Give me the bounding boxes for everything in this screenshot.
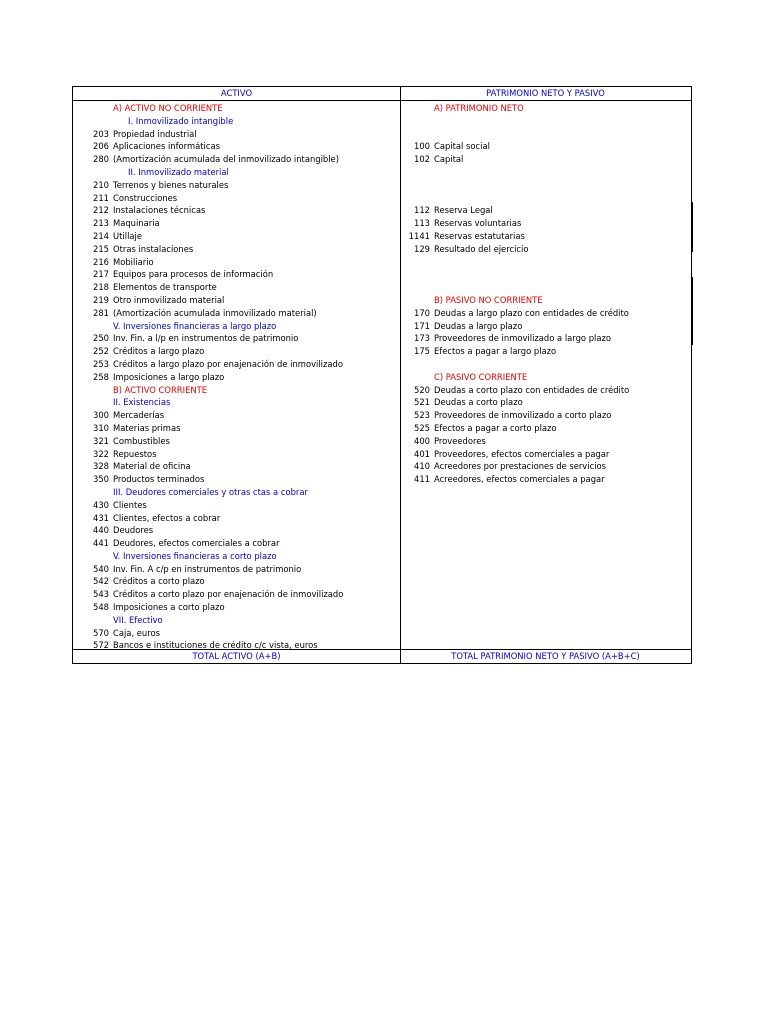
balance-sheet-table bbox=[72, 86, 692, 664]
account-code: 113 bbox=[414, 218, 430, 229]
account-name: Inv. Fin. a l/p en instrumentos de patrimonio bbox=[113, 333, 299, 344]
section-heading bbox=[73, 550, 400, 563]
account-row bbox=[400, 345, 691, 358]
account-row bbox=[73, 422, 400, 435]
account-code: 543 bbox=[93, 589, 109, 600]
account-row bbox=[73, 281, 400, 294]
activo-column bbox=[73, 87, 401, 663]
account-code: 102 bbox=[414, 154, 430, 165]
account-row bbox=[73, 268, 400, 281]
account-code: 218 bbox=[93, 282, 109, 293]
account-code: 175 bbox=[414, 346, 430, 357]
account-name: Deudas a largo plazo con entidades de crédito bbox=[434, 307, 629, 318]
account-code: 310 bbox=[93, 422, 109, 433]
account-name: Reservas estatutarias bbox=[434, 230, 525, 241]
account-row bbox=[400, 153, 691, 166]
section-heading bbox=[73, 166, 400, 179]
account-name: Otro inmovilizado material bbox=[113, 294, 225, 305]
account-name: Créditos a largo plazo bbox=[113, 346, 205, 357]
account-row bbox=[400, 384, 691, 397]
section-label: A) ACTIVO NO CORRIENTE bbox=[113, 103, 223, 113]
account-name: Productos terminados bbox=[113, 474, 205, 485]
section-label: A) PATRIMONIO NETO bbox=[434, 103, 524, 113]
account-row bbox=[73, 499, 400, 512]
account-row bbox=[73, 448, 400, 461]
account-name: Deudas a corto plazo bbox=[434, 397, 523, 408]
account-row bbox=[400, 230, 691, 243]
account-name: Acreedores, efectos comerciales a pagar bbox=[434, 474, 605, 485]
account-code: 401 bbox=[414, 448, 430, 459]
section-label: VII. Efectivo bbox=[113, 614, 163, 625]
account-name: Instalaciones técnicas bbox=[113, 205, 206, 216]
account-name: Proveedores bbox=[434, 435, 486, 446]
account-code: 280 bbox=[93, 154, 109, 165]
account-code: 212 bbox=[93, 205, 109, 216]
section-heading bbox=[73, 115, 400, 128]
activo-header: ACTIVO bbox=[73, 87, 400, 101]
account-row bbox=[400, 332, 691, 345]
account-name: Créditos a corto plazo bbox=[113, 576, 205, 587]
account-row bbox=[73, 601, 400, 614]
account-name: Construcciones bbox=[113, 192, 178, 203]
account-row bbox=[73, 563, 400, 576]
activo-rows bbox=[73, 101, 400, 652]
account-code: 440 bbox=[93, 525, 109, 536]
section-label: III. Deudores comerciales y otras ctas a cobrar bbox=[113, 486, 308, 497]
account-row bbox=[73, 332, 400, 345]
section-heading bbox=[73, 384, 400, 397]
account-row bbox=[73, 435, 400, 448]
account-name: Utillaje bbox=[113, 230, 143, 241]
account-name: Efectos a pagar a corto plazo bbox=[434, 422, 557, 433]
account-code: 213 bbox=[93, 218, 109, 229]
blank-row bbox=[400, 179, 691, 192]
account-code: 173 bbox=[414, 333, 430, 344]
account-row bbox=[400, 140, 691, 153]
account-code: 328 bbox=[93, 461, 109, 472]
account-code: 250 bbox=[93, 333, 109, 344]
account-name: Acreedores por prestaciones de servicios bbox=[434, 461, 607, 472]
account-row bbox=[73, 307, 400, 320]
account-name: Clientes bbox=[113, 499, 147, 510]
account-code: 441 bbox=[93, 538, 109, 549]
account-code: 300 bbox=[93, 410, 109, 421]
section-label: II. Inmovilizado material bbox=[128, 166, 229, 177]
account-code: 322 bbox=[93, 448, 109, 459]
account-code: 170 bbox=[414, 307, 430, 318]
account-name: (Amortización acumulada inmovilizado material) bbox=[113, 307, 317, 318]
account-code: 215 bbox=[93, 243, 109, 254]
account-name: Inv. Fin. A c/p en instrumentos de patrimonio bbox=[113, 563, 302, 574]
blank-row bbox=[400, 358, 691, 371]
account-code: 542 bbox=[93, 576, 109, 587]
account-code: 210 bbox=[93, 179, 109, 190]
right-border-mark-1 bbox=[692, 202, 694, 252]
section-heading bbox=[73, 614, 400, 627]
account-name: Material de oficina bbox=[113, 461, 191, 472]
account-row bbox=[400, 460, 691, 473]
account-code: 411 bbox=[414, 474, 430, 485]
account-row bbox=[73, 153, 400, 166]
account-row bbox=[73, 460, 400, 473]
account-name: Propiedad industrial bbox=[113, 128, 197, 139]
account-code: 321 bbox=[93, 435, 109, 446]
account-name: Maquinaria bbox=[113, 218, 160, 229]
account-row bbox=[73, 294, 400, 307]
account-name: (Amortización acumulada del inmovilizado intangible) bbox=[113, 154, 339, 165]
account-code: 572 bbox=[93, 640, 109, 651]
section-heading bbox=[73, 102, 400, 115]
account-code: 216 bbox=[93, 256, 109, 267]
blank-row bbox=[400, 256, 691, 269]
pasivo-column bbox=[400, 87, 691, 663]
account-row bbox=[73, 140, 400, 153]
account-code: 206 bbox=[93, 141, 109, 152]
account-code: 100 bbox=[414, 141, 430, 152]
account-row bbox=[73, 512, 400, 525]
account-code: 1141 bbox=[408, 230, 430, 241]
account-row bbox=[400, 217, 691, 230]
account-name: Capital bbox=[434, 154, 464, 165]
account-name: Deudas a largo plazo bbox=[434, 320, 523, 331]
account-row bbox=[400, 320, 691, 333]
section-label: V. Inversiones financieras a corto plazo bbox=[113, 550, 277, 561]
account-code: 281 bbox=[93, 307, 109, 318]
account-name: Bancos e instituciones de crédito c/c vista, euros bbox=[113, 640, 318, 651]
account-code: 520 bbox=[414, 384, 430, 395]
account-name: Deudores bbox=[113, 525, 154, 536]
account-code: 219 bbox=[93, 294, 109, 305]
account-row bbox=[400, 448, 691, 461]
section-label: B) ACTIVO CORRIENTE bbox=[113, 384, 208, 395]
account-name: Proveedores, efectos comerciales a pagar bbox=[434, 448, 610, 459]
account-name: Mercaderías bbox=[113, 410, 165, 421]
account-code: 431 bbox=[93, 512, 109, 523]
account-code: 410 bbox=[414, 461, 430, 472]
account-row bbox=[73, 345, 400, 358]
section-heading bbox=[73, 486, 400, 499]
account-row bbox=[73, 524, 400, 537]
account-code: 548 bbox=[93, 602, 109, 613]
blank-row bbox=[400, 166, 691, 179]
pasivo-header: PATRIMONIO NETO Y PASIVO bbox=[400, 87, 691, 101]
account-row bbox=[73, 537, 400, 550]
blank-row bbox=[400, 192, 691, 205]
account-code: 258 bbox=[93, 371, 109, 382]
account-name: Capital social bbox=[434, 141, 490, 152]
account-row bbox=[73, 128, 400, 141]
account-name: Repuestos bbox=[113, 448, 157, 459]
account-code: 217 bbox=[93, 269, 109, 280]
account-row bbox=[400, 243, 691, 256]
account-row bbox=[73, 588, 400, 601]
account-code: 350 bbox=[93, 474, 109, 485]
account-name: Materias primas bbox=[113, 422, 181, 433]
account-name: Otras instalaciones bbox=[113, 243, 194, 254]
account-code: 540 bbox=[93, 563, 109, 574]
account-row bbox=[73, 243, 400, 256]
section-heading bbox=[400, 294, 691, 307]
account-row bbox=[73, 409, 400, 422]
account-code: 171 bbox=[414, 320, 430, 331]
section-label: I. Inmovilizado intangible bbox=[128, 115, 234, 126]
section-heading bbox=[400, 102, 691, 115]
account-row bbox=[73, 217, 400, 230]
account-code: 400 bbox=[414, 435, 430, 446]
account-code: 521 bbox=[414, 397, 430, 408]
account-code: 570 bbox=[93, 627, 109, 638]
blank-row bbox=[400, 268, 691, 281]
account-row bbox=[73, 256, 400, 269]
account-name: Reserva Legal bbox=[434, 205, 493, 216]
account-code: 211 bbox=[93, 192, 109, 203]
section-label: V. Inversiones financieras a largo plazo bbox=[113, 320, 277, 331]
account-name: Deudores, efectos comerciales a cobrar bbox=[113, 538, 280, 549]
account-code: 203 bbox=[93, 128, 109, 139]
account-name: Imposiciones a largo plazo bbox=[113, 371, 225, 382]
account-row bbox=[73, 192, 400, 205]
account-name: Deudas a corto plazo con entidades de crédito bbox=[434, 384, 630, 395]
account-code: 525 bbox=[414, 422, 430, 433]
account-code: 253 bbox=[93, 358, 109, 369]
account-row bbox=[400, 473, 691, 486]
section-heading bbox=[73, 396, 400, 409]
account-row bbox=[73, 371, 400, 384]
account-name: Caja, euros bbox=[113, 627, 160, 638]
account-row bbox=[73, 575, 400, 588]
total-pasivo: TOTAL PATRIMONIO NETO Y PASIVO (A+B+C) bbox=[400, 649, 691, 663]
account-name: Elementos de transporte bbox=[113, 282, 217, 293]
account-name: Créditos a largo plazo por enajenación de inmovilizado bbox=[113, 358, 343, 369]
section-heading bbox=[400, 371, 691, 384]
account-name: Créditos a corto plazo por enajenación de inmovilizado bbox=[113, 589, 344, 600]
total-activo: TOTAL ACTIVO (A+B) bbox=[73, 649, 400, 663]
account-row bbox=[400, 204, 691, 217]
account-row bbox=[73, 179, 400, 192]
account-row bbox=[400, 409, 691, 422]
account-code: 430 bbox=[93, 499, 109, 510]
blank-row bbox=[400, 281, 691, 294]
blank-row bbox=[400, 115, 691, 128]
account-code: 523 bbox=[414, 410, 430, 421]
account-row bbox=[73, 230, 400, 243]
account-name: Imposiciones a corto plazo bbox=[113, 602, 225, 613]
pasivo-rows bbox=[400, 101, 691, 486]
account-name: Terrenos y bienes naturales bbox=[113, 179, 229, 190]
account-row bbox=[400, 435, 691, 448]
section-label: C) PASIVO CORRIENTE bbox=[434, 371, 528, 382]
account-name: Mobiliario bbox=[113, 256, 154, 267]
account-name: Proveedores de inmovilizado a largo plazo bbox=[434, 333, 611, 344]
account-name: Equipos para procesos de información bbox=[113, 269, 274, 280]
account-row bbox=[73, 473, 400, 486]
account-name: Combustibles bbox=[113, 435, 170, 446]
blank-row bbox=[400, 128, 691, 141]
account-row bbox=[400, 422, 691, 435]
account-name: Resultado del ejercicio bbox=[434, 243, 529, 254]
account-row bbox=[73, 627, 400, 640]
account-code: 214 bbox=[93, 230, 109, 241]
account-name: Proveedores de inmovilizado a corto plazo bbox=[434, 410, 612, 421]
account-row bbox=[73, 204, 400, 217]
section-label: B) PASIVO NO CORRIENTE bbox=[434, 294, 543, 305]
right-border-mark-2 bbox=[692, 277, 694, 345]
section-label: II. Existencias bbox=[113, 397, 171, 408]
account-code: 252 bbox=[93, 346, 109, 357]
account-name: Efectos a pagar a largo plazo bbox=[434, 346, 557, 357]
account-code: 129 bbox=[414, 243, 430, 254]
account-name: Aplicaciones informáticas bbox=[113, 141, 220, 152]
account-name: Reservas voluntarias bbox=[434, 218, 522, 229]
account-code: 112 bbox=[414, 205, 430, 216]
account-row bbox=[73, 358, 400, 371]
section-heading bbox=[73, 320, 400, 333]
account-row bbox=[400, 307, 691, 320]
account-row bbox=[400, 396, 691, 409]
account-name: Clientes, efectos a cobrar bbox=[113, 512, 221, 523]
